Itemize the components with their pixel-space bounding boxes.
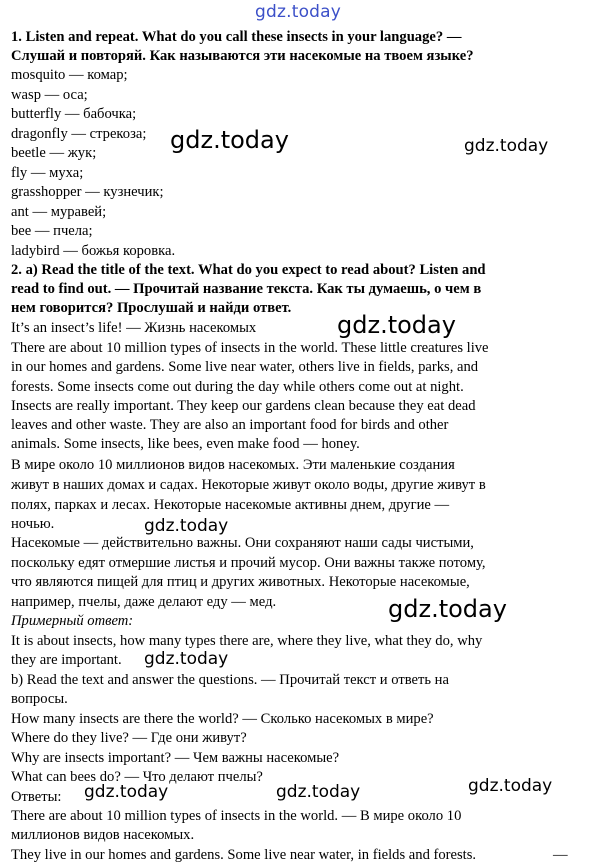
vocab-item: bee — пчела; bbox=[11, 223, 93, 239]
task1-heading-ru: Слушай и повторяй. Как называются эти насекомые на твоем языке? bbox=[11, 48, 474, 64]
watermark: gdz.today bbox=[144, 649, 229, 669]
task2b-heading: b) Read the text and answer the questions. — Прочитай текст и ответь на bbox=[11, 672, 449, 688]
translation-line: например, пчелы, даже делают еду — мед. bbox=[11, 594, 277, 610]
watermark: gdz.today bbox=[337, 311, 456, 339]
text-paragraph-line: in our homes and gardens. Some live near water, others live in fields, parks, and bbox=[11, 359, 479, 375]
vocab-item: fly — муха; bbox=[11, 165, 84, 181]
question-line: Where do they live? — Где они живут? bbox=[11, 730, 247, 746]
translation-line: В мире около 10 миллионов видов насекомых. Эти маленькие создания bbox=[11, 457, 455, 473]
answer-line: They live in our homes and gardens. Some live near water, in fields and forests. bbox=[11, 847, 477, 863]
watermark: gdz.today bbox=[468, 776, 553, 796]
watermark: gdz.today bbox=[84, 782, 169, 802]
translation-line: живут в наших домах и садах. Некоторые живут около воды, другие живут в bbox=[11, 477, 486, 493]
translation-line: поскольку едят отмершие листья и прочий мусор. Они важны также потому, bbox=[11, 555, 486, 571]
vocab-item: butterfly — бабочка; bbox=[11, 106, 137, 122]
task2a-heading: read to find out. — Прочитай название текста. Как ты думаешь, о чем в bbox=[11, 281, 482, 297]
task2b-heading: вопросы. bbox=[11, 691, 68, 707]
answer-line: миллионов видов насекомых. bbox=[11, 827, 195, 843]
watermark: gdz.today bbox=[388, 595, 507, 623]
watermark: gdz.today bbox=[464, 136, 549, 156]
answers-label: Ответы: bbox=[11, 789, 62, 805]
vocab-item: wasp — оса; bbox=[11, 87, 88, 103]
task1-heading-en: 1. Listen and repeat. What do you call these insects in your language? — bbox=[11, 29, 462, 45]
translation-line: что являются пищей для птиц и других животных. Некоторые насекомые, bbox=[11, 574, 470, 590]
text-paragraph-line: There are about 10 million types of insects in the world. These little creatures live bbox=[11, 340, 489, 356]
watermark: gdz.today bbox=[170, 126, 289, 154]
translation-line: ночью. bbox=[11, 516, 55, 532]
sample-answer-line: It is about insects, how many types there are, where they live, what they do, why bbox=[11, 633, 483, 649]
vocab-item: grasshopper — кузнечик; bbox=[11, 184, 164, 200]
vocab-item: dragonfly — стрекоза; bbox=[11, 126, 147, 142]
answer-line: There are about 10 million types of insects in the world. — В мире около 10 bbox=[11, 808, 462, 824]
question-line: Why are insects important? — Чем важны насекомые? bbox=[11, 750, 340, 766]
text-paragraph-line: leaves and other waste. They are also an important food for birds and other bbox=[11, 417, 449, 433]
vocab-item: ant — муравей; bbox=[11, 204, 107, 220]
task2a-heading: 2. a) Read the title of the text. What do you expect to read about? Listen and bbox=[11, 262, 486, 278]
watermark-top: gdz.today bbox=[255, 2, 342, 22]
question-line: What can bees do? — Что делают пчелы? bbox=[11, 769, 263, 785]
sample-answer-line: they are important. bbox=[11, 652, 122, 668]
vocab-item: beetle — жук; bbox=[11, 145, 97, 161]
translation-line: полях, парках и лесах. Некоторые насекомые активны днем, другие — bbox=[11, 497, 450, 513]
text-paragraph-line: forests. Some insects come out during the day while others come out at night. bbox=[11, 379, 464, 395]
translation-line: Насекомые — действительно важны. Они сохраняют наши сады чистыми, bbox=[11, 535, 474, 551]
vocab-item: mosquito — комар; bbox=[11, 67, 128, 83]
watermark: gdz.today bbox=[144, 516, 229, 536]
task2a-heading: нем говорится? Прослушай и найди ответ. bbox=[11, 300, 292, 316]
question-line: How many insects are there the world? — Сколько насекомых в мире? bbox=[11, 711, 434, 727]
watermark: gdz.today bbox=[276, 782, 361, 802]
text-title: It’s an insect’s life! — Жизнь насекомых bbox=[11, 320, 257, 336]
text-paragraph-line: Insects are really important. They keep our gardens clean because they eat dead bbox=[11, 398, 476, 414]
text-paragraph-line: animals. Some insects, like bees, even make food — honey. bbox=[11, 436, 360, 452]
trailing-dash: — bbox=[553, 847, 568, 863]
vocab-item: ladybird — божья коровка. bbox=[11, 243, 176, 259]
sample-answer-label: Примерный ответ: bbox=[11, 613, 134, 629]
